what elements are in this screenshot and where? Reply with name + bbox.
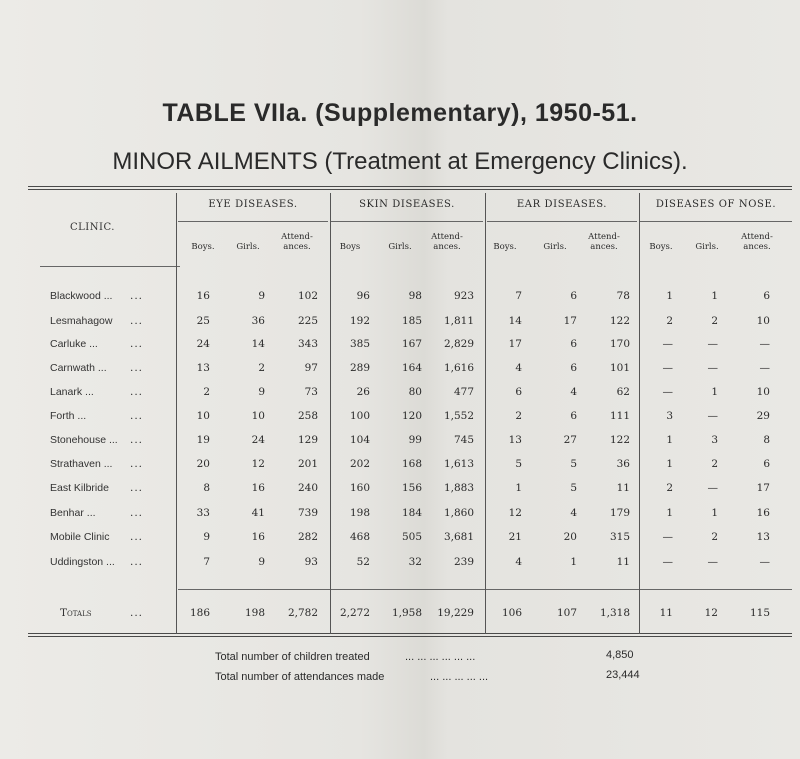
table-cell: 24	[196, 338, 210, 350]
table-cell: 4	[515, 556, 522, 568]
table-cell: 2,829	[443, 338, 474, 350]
nose-header-rule	[640, 221, 792, 222]
table-cell: 739	[297, 507, 318, 519]
table-cell: —	[707, 362, 718, 374]
clinic-name: Lanark ...	[50, 386, 94, 398]
column-subheader: Girls.	[388, 242, 412, 252]
nose-diseases-header: DISEASES OF NOSE.	[655, 199, 777, 210]
table-cell: —	[707, 410, 718, 422]
leader-dots: ...	[130, 434, 144, 446]
table-cell: 258	[297, 410, 318, 422]
column-subheader: Girls.	[236, 242, 260, 252]
table-cell: 1	[570, 556, 577, 568]
table-cell: 13	[756, 531, 770, 543]
table-cell: 167	[401, 338, 422, 350]
top-rule-2	[28, 189, 792, 190]
table-cell: 156	[401, 482, 422, 494]
totals-label: Totals	[60, 607, 92, 619]
table-cell: 2	[711, 531, 718, 543]
leader-dots: ...	[130, 362, 144, 374]
table-cell: 2	[203, 386, 210, 398]
table-cell: 282	[297, 531, 318, 543]
table-cell: 21	[508, 531, 522, 543]
table-cell: 468	[349, 531, 370, 543]
leader-dots: ...	[130, 338, 144, 350]
table-cell: 240	[297, 482, 318, 494]
table-cell: 11	[616, 482, 630, 494]
table-cell: 6	[570, 338, 577, 350]
table-cell: 9	[258, 556, 265, 568]
table-cell: 184	[401, 507, 422, 519]
table-cell: 9	[258, 386, 265, 398]
bottom-rule	[28, 633, 792, 634]
clinic-name: Blackwood ...	[50, 290, 113, 302]
total-cell: 19,229	[437, 607, 474, 619]
table-cell: 9	[258, 290, 265, 302]
total-cell: 11	[659, 607, 673, 619]
table-cell: 102	[297, 290, 318, 302]
eye-diseases-header: EYE DISEASES.	[208, 199, 298, 210]
clinic-name: Benhar ...	[50, 507, 96, 519]
table-cell: 99	[408, 434, 422, 446]
table-cell: 11	[616, 556, 630, 568]
table-cell: 29	[756, 410, 770, 422]
table-cell: 16	[251, 482, 265, 494]
table-cell: 2	[666, 482, 673, 494]
clinic-name: East Kilbride	[50, 482, 109, 494]
leader-dots: ...	[130, 482, 144, 494]
table-cell: 12	[508, 507, 522, 519]
table-cell: 160	[349, 482, 370, 494]
table-cell: 62	[616, 386, 630, 398]
total-cell: 2,782	[287, 607, 318, 619]
ear-header-rule	[487, 221, 637, 222]
clinic-name: Forth ...	[50, 410, 87, 422]
footer-attendances-value: 23,444	[606, 669, 640, 681]
table-cell: 96	[356, 290, 370, 302]
table-subtitle: MINOR AILMENTS (Treatment at Emergency Clinics).	[112, 148, 688, 175]
table-cell: 1,860	[443, 507, 474, 519]
clinic-name: Mobile Clinic	[50, 531, 110, 543]
table-cell: 13	[508, 434, 522, 446]
table-cell: 1	[666, 290, 673, 302]
table-cell: —	[707, 338, 718, 350]
table-cell: 10	[756, 315, 770, 327]
table-cell: 201	[297, 458, 318, 470]
total-cell: 2,272	[339, 607, 370, 619]
table-cell: 41	[251, 507, 265, 519]
table-cell: —	[662, 531, 673, 543]
top-rule	[28, 186, 792, 187]
table-cell: 24	[251, 434, 265, 446]
table-cell: 170	[609, 338, 630, 350]
footer-attendances-label: Total number of attendances made	[215, 671, 385, 683]
table-cell: 16	[196, 290, 210, 302]
table-cell: 1,811	[443, 315, 474, 327]
table-cell: 289	[349, 362, 370, 374]
table-cell: 3,681	[443, 531, 474, 543]
leader-dots: ...	[130, 556, 144, 568]
table-cell: 14	[251, 338, 265, 350]
table-cell: 7	[515, 290, 522, 302]
table-cell: 202	[349, 458, 370, 470]
column-subheader: Boys	[339, 242, 361, 252]
skin-diseases-header: SKIN DISEASES.	[359, 199, 455, 210]
table-cell: 1,616	[443, 362, 474, 374]
table-cell: 16	[251, 531, 265, 543]
table-cell: —	[662, 362, 673, 374]
table-cell: 192	[349, 315, 370, 327]
column-subheader: Attend- ances.	[588, 232, 620, 252]
leader-dots: ...	[130, 290, 144, 302]
table-cell: 101	[609, 362, 630, 374]
clinic-name: Strathaven ...	[50, 458, 113, 470]
table-cell: 36	[616, 458, 630, 470]
table-cell: 20	[196, 458, 210, 470]
table-cell: 100	[349, 410, 370, 422]
footer-children-value: 4,850	[606, 649, 634, 661]
table-cell: 129	[297, 434, 318, 446]
column-subheader: Attend- ances.	[281, 232, 313, 252]
table-cell: 6	[763, 458, 770, 470]
table-cell: 1	[515, 482, 522, 494]
clinic-name: Stonehouse ...	[50, 434, 118, 446]
table-cell: 1	[711, 386, 718, 398]
table-cell: 6	[763, 290, 770, 302]
clinic-name: Uddingston ...	[50, 556, 115, 568]
table-cell: 10	[196, 410, 210, 422]
table-cell: 16	[756, 507, 770, 519]
table-cell: 239	[453, 556, 474, 568]
table-cell: 27	[563, 434, 577, 446]
footer-children-dots: ... ... ... ... ... ...	[405, 651, 476, 663]
leader-dots: ...	[130, 607, 144, 619]
table-cell: —	[662, 556, 673, 568]
table-title: TABLE VIIa. (Supplementary), 1950-51.	[162, 99, 638, 127]
table-cell: 3	[711, 434, 718, 446]
table-cell: 2	[711, 315, 718, 327]
clinic-header: CLINIC.	[70, 222, 115, 233]
leader-dots: ...	[130, 386, 144, 398]
table-cell: —	[707, 482, 718, 494]
clinic-name: Lesmahagow	[50, 315, 113, 327]
leader-dots: ...	[130, 507, 144, 519]
eye-header-rule	[178, 221, 328, 222]
table-cell: 6	[570, 290, 577, 302]
table-cell: 6	[570, 410, 577, 422]
table-cell: 111	[609, 410, 630, 422]
table-cell: 343	[297, 338, 318, 350]
total-cell: 186	[189, 607, 210, 619]
table-cell: 505	[401, 531, 422, 543]
table-cell: 4	[515, 362, 522, 374]
table-cell: 179	[609, 507, 630, 519]
table-cell: 93	[304, 556, 318, 568]
table-cell: 98	[408, 290, 422, 302]
table-cell: 20	[563, 531, 577, 543]
table-cell: 78	[616, 290, 630, 302]
total-cell: 1,318	[599, 607, 630, 619]
total-cell: 1,958	[391, 607, 422, 619]
table-cell: 1	[711, 290, 718, 302]
table-cell: 4	[570, 507, 577, 519]
footer-attendances-dots: ... ... ... ... ...	[430, 671, 489, 683]
table-cell: 12	[251, 458, 265, 470]
table-cell: 745	[453, 434, 474, 446]
column-subheader: Boys.	[649, 242, 673, 252]
column-subheader: Girls.	[695, 242, 719, 252]
table-cell: 32	[408, 556, 422, 568]
ear-diseases-header: EAR DISEASES.	[516, 199, 608, 210]
table-cell: —	[662, 338, 673, 350]
table-cell: 3	[666, 410, 673, 422]
leader-dots: ...	[130, 315, 144, 327]
table-cell: 120	[401, 410, 422, 422]
table-cell: 2	[666, 315, 673, 327]
table-cell: 6	[515, 386, 522, 398]
table-cell: 477	[453, 386, 474, 398]
skin-header-rule	[331, 221, 483, 222]
table-cell: —	[759, 556, 770, 568]
table-cell: 26	[356, 386, 370, 398]
table-cell: 13	[196, 362, 210, 374]
table-cell: 10	[251, 410, 265, 422]
table-cell: 33	[196, 507, 210, 519]
total-cell: 198	[244, 607, 265, 619]
table-cell: 2	[258, 362, 265, 374]
column-subheader: Boys.	[191, 242, 215, 252]
table-cell: 1,613	[443, 458, 474, 470]
table-cell: 10	[756, 386, 770, 398]
table-cell: 36	[251, 315, 265, 327]
table-cell: 52	[356, 556, 370, 568]
leader-dots: ...	[130, 410, 144, 422]
table-cell: 1,883	[443, 482, 474, 494]
column-subheader: Attend- ances.	[431, 232, 463, 252]
table-cell: 9	[203, 531, 210, 543]
table-cell: 17	[563, 315, 577, 327]
table-cell: 17	[508, 338, 522, 350]
total-cell: 106	[501, 607, 522, 619]
table-cell: 14	[508, 315, 522, 327]
table-cell: 1	[666, 458, 673, 470]
table-cell: —	[759, 338, 770, 350]
table-cell: 5	[570, 458, 577, 470]
table-cell: 1,552	[443, 410, 474, 422]
total-cell: 107	[556, 607, 577, 619]
table-cell: 122	[609, 315, 630, 327]
footer-children-label: Total number of children treated	[215, 651, 370, 663]
table-cell: 73	[304, 386, 318, 398]
total-cell: 115	[749, 607, 770, 619]
table-cell: 25	[196, 315, 210, 327]
leader-dots: ...	[130, 531, 144, 543]
table-cell: 122	[609, 434, 630, 446]
table-cell: 104	[349, 434, 370, 446]
bottom-rule-2	[28, 636, 792, 637]
table-cell: 80	[408, 386, 422, 398]
column-subheader: Boys.	[493, 242, 517, 252]
table-cell: —	[759, 362, 770, 374]
table-cell: 385	[349, 338, 370, 350]
table-cell: 5	[515, 458, 522, 470]
table-cell: 185	[401, 315, 422, 327]
table-cell: 5	[570, 482, 577, 494]
table-cell: 164	[401, 362, 422, 374]
table-cell: 1	[711, 507, 718, 519]
header-rule	[40, 266, 180, 267]
table-cell: 6	[570, 362, 577, 374]
table-cell: 1	[666, 507, 673, 519]
table-cell: —	[662, 386, 673, 398]
table-cell: 2	[711, 458, 718, 470]
table-cell: 8	[203, 482, 210, 494]
table-cell: 315	[609, 531, 630, 543]
clinic-name: Carnwath ...	[50, 362, 107, 374]
table-cell: —	[707, 556, 718, 568]
table-cell: 7	[203, 556, 210, 568]
table-cell: 225	[297, 315, 318, 327]
leader-dots: ...	[130, 458, 144, 470]
table-cell: 17	[756, 482, 770, 494]
table-cell: 2	[515, 410, 522, 422]
table-cell: 8	[763, 434, 770, 446]
table-cell: 1	[666, 434, 673, 446]
table-cell: 4	[570, 386, 577, 398]
clinic-name: Carluke ...	[50, 338, 98, 350]
column-subheader: Attend- ances.	[741, 232, 773, 252]
table-cell: 198	[349, 507, 370, 519]
total-cell: 12	[704, 607, 718, 619]
column-subheader: Girls.	[543, 242, 567, 252]
table-cell: 97	[304, 362, 318, 374]
table-cell: 19	[196, 434, 210, 446]
table-cell: 923	[453, 290, 474, 302]
table-cell: 168	[401, 458, 422, 470]
